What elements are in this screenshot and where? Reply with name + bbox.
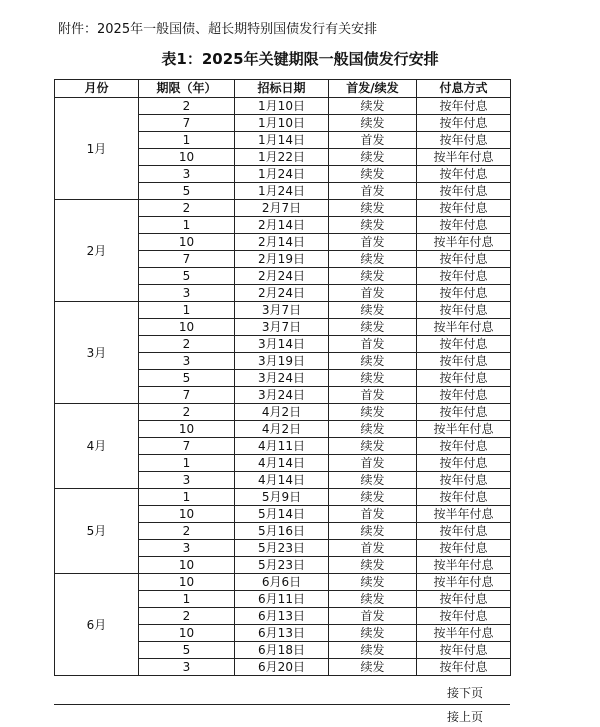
term-cell: 3	[139, 659, 235, 676]
attachment-line: 附件：2025年一般国债、超长期特别国债发行有关安排	[58, 22, 378, 37]
auction-date-cell: 4月14日	[235, 455, 329, 472]
auction-date-cell: 1月10日	[235, 115, 329, 132]
table-row	[55, 302, 511, 319]
interest-method-cell: 按半年付息	[417, 574, 511, 591]
issue-type-cell: 续发	[329, 642, 417, 659]
interest-method-cell: 按半年付息	[417, 557, 511, 574]
auction-date-cell: 1月14日	[235, 132, 329, 149]
auction-date-cell: 6月6日	[235, 574, 329, 591]
issue-type-cell: 续发	[329, 149, 417, 166]
header-interest-method: 付息方式	[417, 80, 511, 98]
issue-type-cell: 首发	[329, 455, 417, 472]
table-header-row	[55, 80, 511, 98]
interest-method-cell: 按年付息	[417, 387, 511, 404]
issue-type-cell: 续发	[329, 302, 417, 319]
table-row	[55, 574, 511, 591]
auction-date-cell: 1月24日	[235, 166, 329, 183]
auction-date-cell: 2月19日	[235, 251, 329, 268]
auction-date-cell: 5月23日	[235, 540, 329, 557]
issue-type-cell: 续发	[329, 319, 417, 336]
auction-date-cell: 3月7日	[235, 302, 329, 319]
issue-type-cell: 续发	[329, 625, 417, 642]
term-cell: 10	[139, 574, 235, 591]
interest-method-cell: 按年付息	[417, 268, 511, 285]
auction-date-cell: 3月24日	[235, 387, 329, 404]
term-cell: 2	[139, 336, 235, 353]
term-cell: 1	[139, 132, 235, 149]
continued-next-page: 接下页	[447, 686, 484, 700]
issue-type-cell: 续发	[329, 591, 417, 608]
auction-date-cell: 6月11日	[235, 591, 329, 608]
interest-method-cell: 按年付息	[417, 438, 511, 455]
term-cell: 3	[139, 166, 235, 183]
term-cell: 3	[139, 353, 235, 370]
auction-date-cell: 4月2日	[235, 404, 329, 421]
table-row	[55, 200, 511, 217]
month-cell: 2月	[55, 200, 139, 302]
auction-date-cell: 5月23日	[235, 557, 329, 574]
month-cell: 4月	[55, 404, 139, 489]
month-cell: 1月	[55, 98, 139, 200]
term-cell: 2	[139, 608, 235, 625]
issue-type-cell: 续发	[329, 268, 417, 285]
auction-date-cell: 5月16日	[235, 523, 329, 540]
issue-type-cell: 首发	[329, 540, 417, 557]
issue-type-cell: 续发	[329, 438, 417, 455]
auction-date-cell: 3月19日	[235, 353, 329, 370]
issue-type-cell: 首发	[329, 387, 417, 404]
table-body	[55, 98, 511, 676]
term-cell: 10	[139, 506, 235, 523]
auction-date-cell: 1月10日	[235, 98, 329, 115]
term-cell: 1	[139, 302, 235, 319]
interest-method-cell: 按年付息	[417, 472, 511, 489]
interest-method-cell: 按年付息	[417, 98, 511, 115]
table-row	[55, 404, 511, 421]
issue-type-cell: 续发	[329, 472, 417, 489]
auction-date-cell: 2月14日	[235, 234, 329, 251]
header-auction-date: 招标日期	[235, 80, 329, 98]
table-title: 表1：2025年关键期限一般国债发行安排	[161, 50, 439, 68]
interest-method-cell: 按年付息	[417, 132, 511, 149]
interest-method-cell: 按半年付息	[417, 149, 511, 166]
header-issue-type: 首发/续发	[329, 80, 417, 98]
interest-method-cell: 按年付息	[417, 608, 511, 625]
auction-date-cell: 5月9日	[235, 489, 329, 506]
auction-date-cell: 5月14日	[235, 506, 329, 523]
term-cell: 7	[139, 115, 235, 132]
term-cell: 1	[139, 591, 235, 608]
interest-method-cell: 按年付息	[417, 404, 511, 421]
auction-date-cell: 6月20日	[235, 659, 329, 676]
auction-date-cell: 6月18日	[235, 642, 329, 659]
interest-method-cell: 按年付息	[417, 302, 511, 319]
interest-method-cell: 按年付息	[417, 642, 511, 659]
continued-previous-page: 接上页	[447, 710, 484, 724]
term-cell: 1	[139, 455, 235, 472]
interest-method-cell: 按年付息	[417, 285, 511, 302]
auction-date-cell: 4月14日	[235, 472, 329, 489]
auction-date-cell: 3月24日	[235, 370, 329, 387]
term-cell: 5	[139, 183, 235, 200]
interest-method-cell: 按半年付息	[417, 506, 511, 523]
auction-date-cell: 2月7日	[235, 200, 329, 217]
term-cell: 5	[139, 370, 235, 387]
term-cell: 10	[139, 421, 235, 438]
interest-method-cell: 按年付息	[417, 183, 511, 200]
term-cell: 7	[139, 438, 235, 455]
interest-method-cell: 按半年付息	[417, 625, 511, 642]
issue-type-cell: 续发	[329, 574, 417, 591]
issue-type-cell: 续发	[329, 353, 417, 370]
interest-method-cell: 按年付息	[417, 200, 511, 217]
term-cell: 3	[139, 472, 235, 489]
header-term: 期限（年）	[139, 80, 235, 98]
term-cell: 2	[139, 200, 235, 217]
issue-type-cell: 续发	[329, 489, 417, 506]
auction-date-cell: 2月14日	[235, 217, 329, 234]
issue-type-cell: 续发	[329, 251, 417, 268]
issue-type-cell: 续发	[329, 200, 417, 217]
issue-type-cell: 续发	[329, 115, 417, 132]
issue-type-cell: 续发	[329, 217, 417, 234]
issue-type-cell: 首发	[329, 234, 417, 251]
interest-method-cell: 按年付息	[417, 251, 511, 268]
issue-type-cell: 续发	[329, 98, 417, 115]
term-cell: 7	[139, 387, 235, 404]
auction-date-cell: 2月24日	[235, 268, 329, 285]
term-cell: 10	[139, 625, 235, 642]
interest-method-cell: 按年付息	[417, 353, 511, 370]
issue-type-cell: 首发	[329, 132, 417, 149]
auction-date-cell: 4月11日	[235, 438, 329, 455]
issue-type-cell: 首发	[329, 506, 417, 523]
interest-method-cell: 按年付息	[417, 659, 511, 676]
term-cell: 10	[139, 234, 235, 251]
term-cell: 2	[139, 98, 235, 115]
term-cell: 10	[139, 557, 235, 574]
interest-method-cell: 按半年付息	[417, 234, 511, 251]
interest-method-cell: 按年付息	[417, 336, 511, 353]
interest-method-cell: 按年付息	[417, 540, 511, 557]
auction-date-cell: 4月2日	[235, 421, 329, 438]
interest-method-cell: 按半年付息	[417, 319, 511, 336]
auction-date-cell: 6月13日	[235, 608, 329, 625]
month-cell: 3月	[55, 302, 139, 404]
issue-type-cell: 首发	[329, 183, 417, 200]
month-cell: 6月	[55, 574, 139, 676]
auction-date-cell: 1月22日	[235, 149, 329, 166]
term-cell: 5	[139, 642, 235, 659]
issue-type-cell: 首发	[329, 608, 417, 625]
auction-date-cell: 2月24日	[235, 285, 329, 302]
auction-date-cell: 3月14日	[235, 336, 329, 353]
auction-date-cell: 6月13日	[235, 625, 329, 642]
term-cell: 1	[139, 489, 235, 506]
auction-date-cell: 3月7日	[235, 319, 329, 336]
issue-type-cell: 续发	[329, 557, 417, 574]
issue-type-cell: 首发	[329, 336, 417, 353]
term-cell: 5	[139, 268, 235, 285]
interest-method-cell: 按年付息	[417, 489, 511, 506]
auction-date-cell: 1月24日	[235, 183, 329, 200]
issue-type-cell: 首发	[329, 285, 417, 302]
interest-method-cell: 按年付息	[417, 115, 511, 132]
term-cell: 10	[139, 149, 235, 166]
term-cell: 3	[139, 285, 235, 302]
interest-method-cell: 按年付息	[417, 370, 511, 387]
term-cell: 1	[139, 217, 235, 234]
interest-method-cell: 按年付息	[417, 217, 511, 234]
interest-method-cell: 按年付息	[417, 523, 511, 540]
table-row	[55, 489, 511, 506]
term-cell: 7	[139, 251, 235, 268]
header-month: 月份	[55, 80, 139, 98]
interest-method-cell: 按年付息	[417, 166, 511, 183]
interest-method-cell: 按年付息	[417, 591, 511, 608]
issue-type-cell: 续发	[329, 404, 417, 421]
term-cell: 2	[139, 404, 235, 421]
issue-type-cell: 续发	[329, 421, 417, 438]
term-cell: 3	[139, 540, 235, 557]
interest-method-cell: 按半年付息	[417, 421, 511, 438]
issue-type-cell: 续发	[329, 659, 417, 676]
interest-method-cell: 按年付息	[417, 455, 511, 472]
term-cell: 2	[139, 523, 235, 540]
month-cell: 5月	[55, 489, 139, 574]
issue-type-cell: 续发	[329, 166, 417, 183]
table-row	[55, 98, 511, 115]
bond-issuance-table	[54, 79, 511, 676]
issue-type-cell: 续发	[329, 370, 417, 387]
page-divider	[54, 704, 510, 705]
term-cell: 10	[139, 319, 235, 336]
issue-type-cell: 续发	[329, 523, 417, 540]
